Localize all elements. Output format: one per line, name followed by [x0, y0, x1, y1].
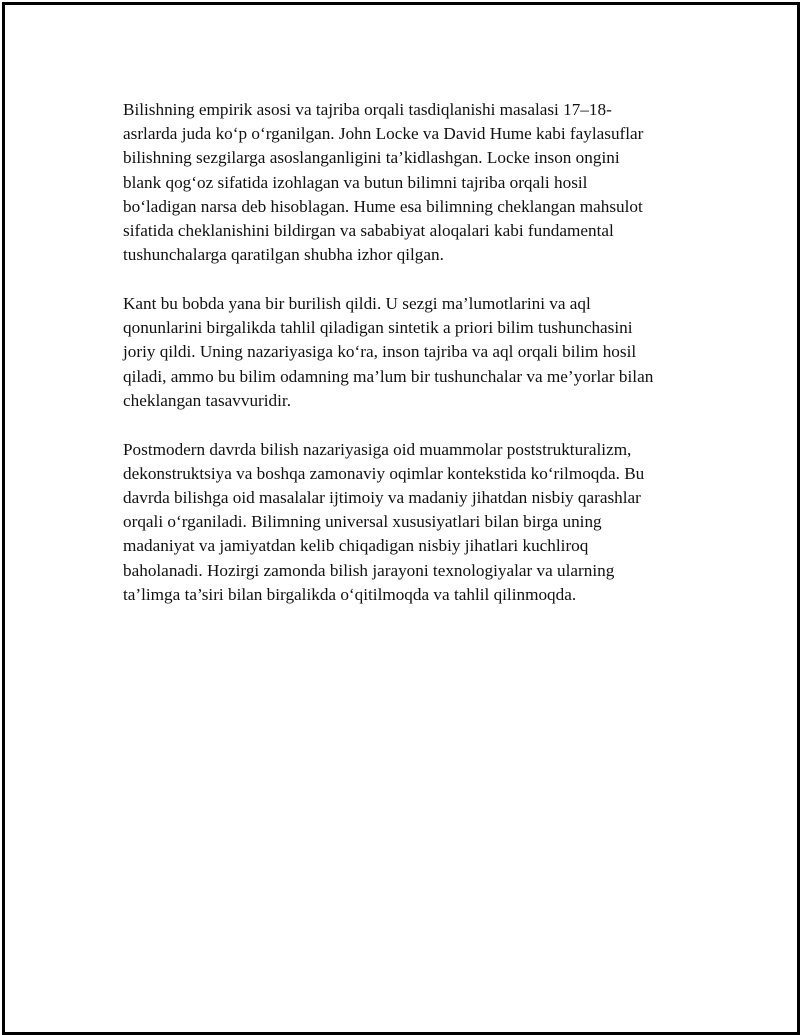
text-line: Postmodern davrda bilish nazariyasiga oid muammolar poststrukturalizm,	[123, 439, 632, 459]
text-line: tushunchalarga qaratilgan shubha izhor qilgan.	[123, 245, 444, 265]
page-frame	[2, 2, 800, 1035]
paragraph-1	[123, 98, 683, 267]
text-line: qiladi, ammo bu bilim odamning ma’lum bir tushunchalar va me’yorlar bilan	[123, 366, 654, 386]
text-line: bilishning sezgilarga asoslanganligini ta’kidlashgan. Locke inson ongini	[123, 148, 620, 168]
paragraph-3	[123, 438, 683, 607]
text-line: sifatida cheklanishini bildirgan va sababiyat aloqalari kabi fundamental	[123, 221, 614, 241]
text-line: madaniyat va jamiyatdan kelib chiqadigan nisbiy jihatlari kuchliroq	[123, 536, 589, 556]
text-line: baholanadi. Hozirgi zamonda bilish jarayoni texnologiyalar va ularning	[123, 560, 615, 580]
text-line: ta’limga ta’siri bilan birgalikda o‘qitilmoqda va tahlil qilinmoqda.	[123, 584, 577, 604]
text-line: blank qog‘oz sifatida izohlagan va butun bilimni tajriba orqali hosil	[123, 172, 588, 192]
text-line: qonunlarini birgalikda tahlil qiladigan sintetik a priori bilim tushunchasini	[123, 318, 633, 338]
text-line: orqali o‘rganiladi. Bilimning universal xususiyatlari bilan birga uning	[123, 512, 602, 532]
text-line: joriy qildi. Uning nazariyasiga ko‘ra, inson tajriba va aql orqali bilim hosil	[123, 342, 637, 362]
text-line: Bilishning empirik asosi va tajriba orqali tasdiqlanishi masalasi 17–18-	[123, 100, 612, 119]
paragraph-2	[123, 292, 683, 413]
text-line: bo‘ladigan narsa deb hisoblagan. Hume esa bilimning cheklangan mahsulot	[123, 196, 643, 216]
text-line: cheklangan tasavvuridir.	[123, 390, 291, 410]
text-line: davrda bilishga oid masalalar ijtimoiy va madaniy jihatdan nisbiy qarashlar	[123, 488, 641, 508]
text-line: Kant bu bobda yana bir burilish qildi. U sezgi ma’lumotlarini va aql	[123, 294, 591, 314]
text-line: dekonstruktsiya va boshqa zamonaviy oqimlar kontekstida ko‘rilmoqda. Bu	[123, 463, 645, 483]
text-line: asrlarda juda ko‘p o‘rganilgan. John Locke va David Hume kabi faylasuflar	[123, 124, 644, 144]
document-body	[123, 98, 683, 632]
